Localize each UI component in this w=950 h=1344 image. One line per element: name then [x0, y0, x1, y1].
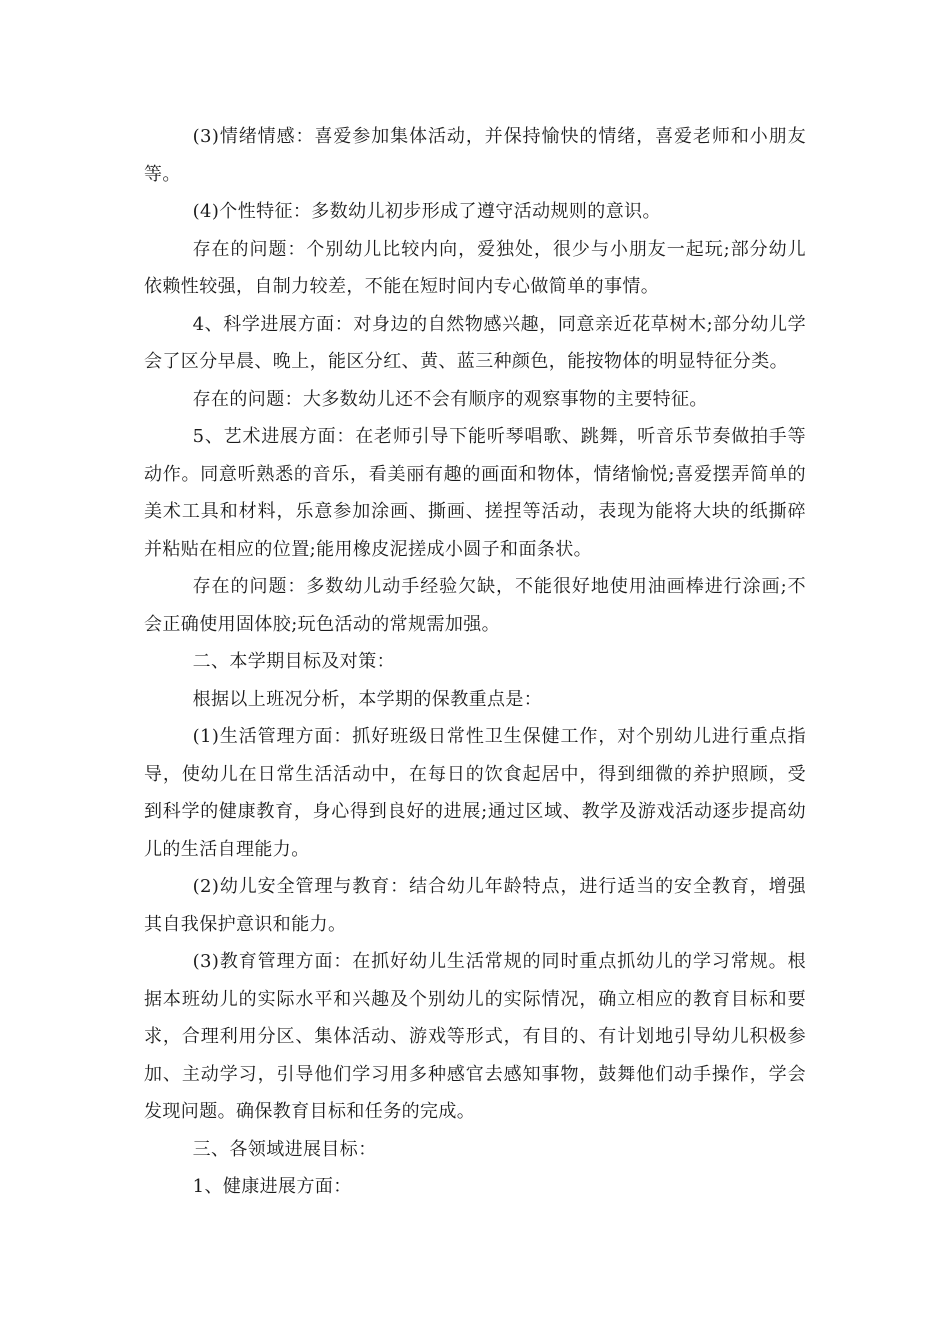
paragraph-safety: (2)幼儿安全管理与教育：结合幼儿年龄特点，进行适当的安全教育，增强其自我保护意识和能力。 — [144, 876, 806, 935]
paragraph-problems-art: 存在的问题：多数幼儿动手经验欠缺，不能很好地使用油画棒进行涂画;不会正确使用固体胶;玩色活动的常规需加强。 — [144, 576, 806, 635]
paragraph-emotion: (3)情绪情感：喜爱参加集体活动，并保持愉快的情绪，喜爱老师和小朋友等。 — [144, 126, 806, 185]
document-body — [144, 118, 806, 1206]
section-heading-domains: 三、各领域进展目标： — [192, 1138, 377, 1160]
paragraph-science: 4、科学进展方面：对身边的自然物感兴趣，同意亲近花草树木;部分幼儿学会了区分早晨、晚上，能区分红、黄、蓝三种颜色，能按物体的明显特征分类。 — [144, 313, 806, 372]
paragraph-focus-intro: 根据以上班况分析，本学期的保教重点是： — [192, 688, 543, 710]
paragraph-personality: (4)个性特征：多数幼儿初步形成了遵守活动规则的意识。 — [192, 201, 661, 222]
paragraph-education-management: (3)教育管理方面：在抓好幼儿生活常规的同时重点抓幼儿的学习常规。根据本班幼儿的实际水平和兴趣及个别幼儿的实际情况，确立相应的教育目标和要求，合理利用分区、集体活动、游戏等形式，有目的、有计划地引导幼儿积极参加、主动学习，引导他们学习用多种感官去感知事物，鼓舞他们动手操作，学会发现问题。确保教育目标和任务的完成。 — [144, 951, 806, 1122]
paragraph-problems-science: 存在的问题：大多数幼儿还不会有顺序的观察事物的主要特征。 — [192, 388, 708, 410]
paragraph-health: 1、健康进展方面： — [192, 1176, 352, 1197]
paragraph-life-management: (1)生活管理方面：抓好班级日常性卫生保健工作，对个别幼儿进行重点指导，使幼儿在日常生活活动中，在每日的饮食起居中，得到细微的养护照顾，受到科学的健康教育，身心得到良好的进展;通过区域、教学及游戏活动逐步提高幼儿的生活自理能力。 — [144, 726, 806, 860]
section-heading-goals: 二、本学期目标及对策： — [192, 651, 395, 672]
paragraph-problems-personality: 存在的问题：个别幼儿比较内向，爱独处，很少与小朋友一起玩;部分幼儿依赖性较强，自制力较差，不能在短时间内专心做简单的事情。 — [144, 238, 806, 297]
paragraph-art: 5、艺术进展方面：在老师引导下能听琴唱歌、跳舞，听音乐节奏做拍手等动作。同意听熟悉的音乐，看美丽有趣的画面和物体，情绪愉悦;喜爱摆弄简单的美术工具和材料，乐意参加涂画、撕画、搓捏等活动，表现为能将大块的纸撕碎并粘贴在相应的位置;能用橡皮泥搓成小圆子和面条状。 — [144, 426, 806, 560]
